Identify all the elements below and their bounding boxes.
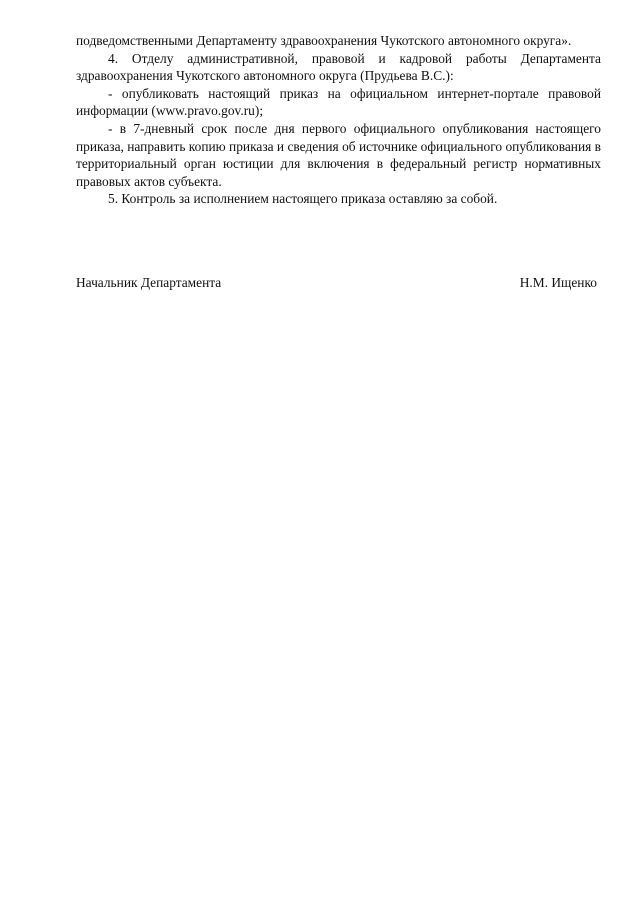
paragraph-item-4: 4. Отделу административной, правовой и кадровой работы Департамента здравоохранения Чукотского автономного округа (Прудьева В.С.): [76,50,601,84]
paragraph-publish-portal: - опубликовать настоящий приказ на официальном интернет-портале правовой информации (www.pravo.gov.ru); [76,85,601,119]
signature-block [76,274,597,292]
document-body [76,32,601,208]
paragraph-continuation: подведомственными Департаменту здравоохранения Чукотского автономного округа». [76,33,572,48]
paragraph-item-5: 5. Контроль за исполнением настоящего приказа оставляю за собой. [108,191,498,207]
signatory-name: Н.М. Ищенко [519,275,597,290]
signatory-position: Начальник Департамента [76,275,222,290]
paragraph-justice-registry: - в 7-дневный срок после дня первого официального опубликования настоящего приказа, направить копию приказа и сведения об источнике официального опубликования в территориальный орган юстиции для включения в федеральный регистр нормативных правовых актов субъекта. [76,120,601,189]
